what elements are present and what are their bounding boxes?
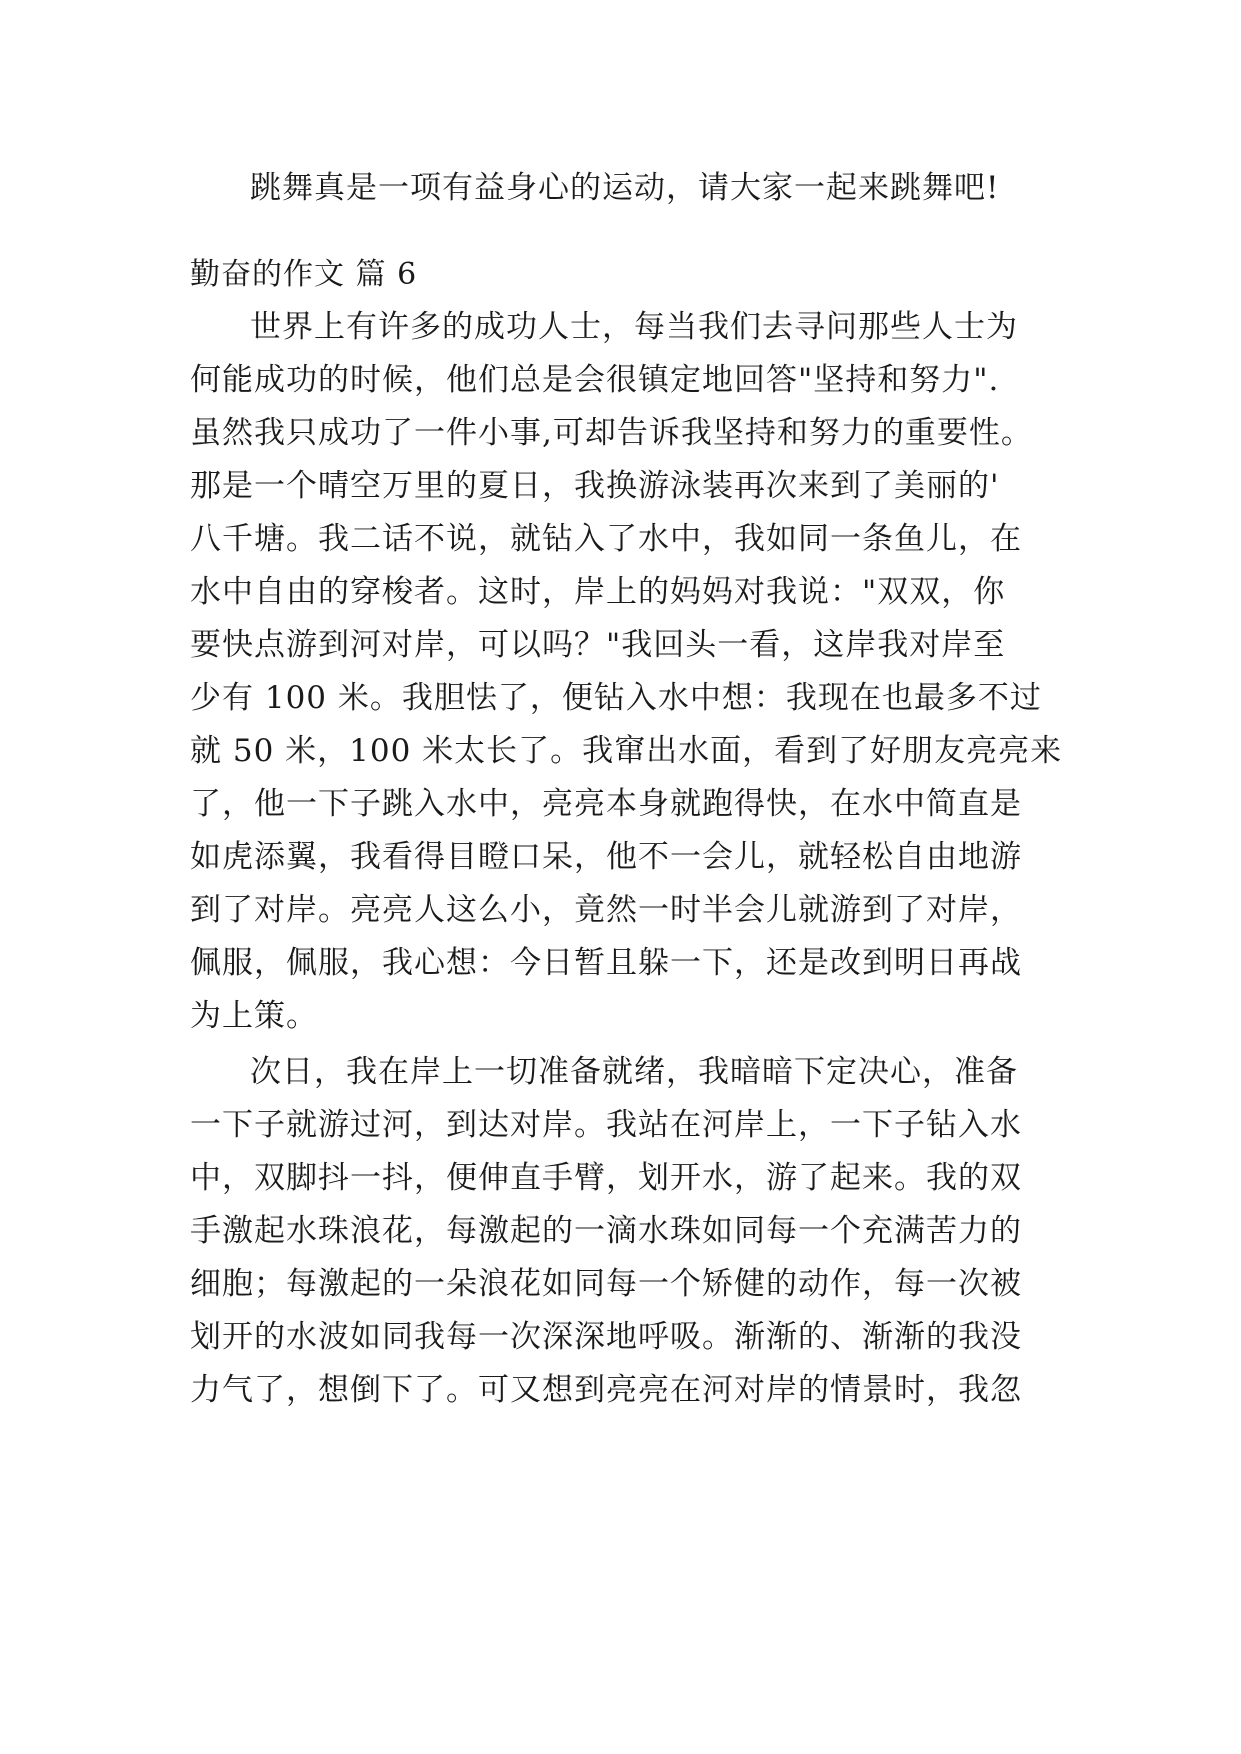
paragraph-2-line-6: 划开的水波如同我每一次深深地呼吸。渐渐的、渐渐的我没	[190, 1319, 1022, 1355]
paragraph-1-line-12: 到了对岸。亮亮人这么小，竟然一时半会儿就游到了对岸，	[190, 892, 1022, 928]
paragraph-2-line-3: 中，双脚抖一抖，便伸直手臂，划开水，游了起来。我的双	[190, 1160, 1022, 1196]
paragraph-1-line-10: 了，他一下子跳入水中，亮亮本身就跑得快，在水中简直是	[190, 786, 1022, 822]
section-title: 勤奋的作文 篇 6	[190, 257, 418, 292]
paragraph-1-line-7: 要快点游到河对岸，可以吗？"我回头一看，这岸我对岸至	[190, 627, 1006, 663]
paragraph-2-line-5: 细胞；每激起的一朵浪花如同每一个矫健的动作，每一次被	[190, 1266, 1022, 1302]
paragraph-1-line-1: 世界上有许多的成功人士，每当我们去寻问那些人士为	[250, 309, 1018, 345]
paragraph-2-line-2: 一下子就游过河，到达对岸。我站在河岸上，一下子钻入水	[190, 1107, 1022, 1143]
paragraph-1-line-5: 八千塘。我二话不说，就钻入了水中，我如同一条鱼儿，在	[190, 521, 1022, 557]
closing-line: 跳舞真是一项有益身心的运动，请大家一起来跳舞吧!	[250, 170, 1000, 206]
paragraph-1-line-14: 为上策。	[190, 998, 318, 1034]
paragraph-1-line-2: 何能成功的时候，他们总是会很镇定地回答"坚持和努力".	[190, 362, 1000, 398]
paragraph-2-line-7: 力气了，想倒下了。可又想到亮亮在河对岸的情景时，我忽	[190, 1372, 1022, 1408]
paragraph-1-line-6: 水中自由的穿梭者。这时，岸上的妈妈对我说："双双，你	[190, 574, 1006, 610]
paragraph-1-line-4: 那是一个晴空万里的夏日，我换游泳装再次来到了美丽的'	[190, 468, 1000, 504]
paragraph-1-line-9: 就 50 米，100 米太长了。我窜出水面，看到了好朋友亮亮来	[190, 733, 1063, 769]
paragraph-1-line-8: 少有 100 米。我胆怯了，便钻入水中想：我现在也最多不过	[190, 680, 1042, 716]
paragraph-2-line-4: 手激起水珠浪花，每激起的一滴水珠如同每一个充满苦力的	[190, 1213, 1022, 1249]
paragraph-1-line-11: 如虎添翼，我看得目瞪口呆，他不一会儿，就轻松自由地游	[190, 839, 1022, 875]
paragraph-1-line-13: 佩服，佩服，我心想：今日暂且躲一下，还是改到明日再战	[190, 945, 1022, 981]
paragraph-2-line-1: 次日，我在岸上一切准备就绪，我暗暗下定决心，准备	[250, 1054, 1018, 1090]
paragraph-1-line-3: 虽然我只成功了一件小事,可却告诉我坚持和努力的重要性。	[190, 415, 1033, 451]
